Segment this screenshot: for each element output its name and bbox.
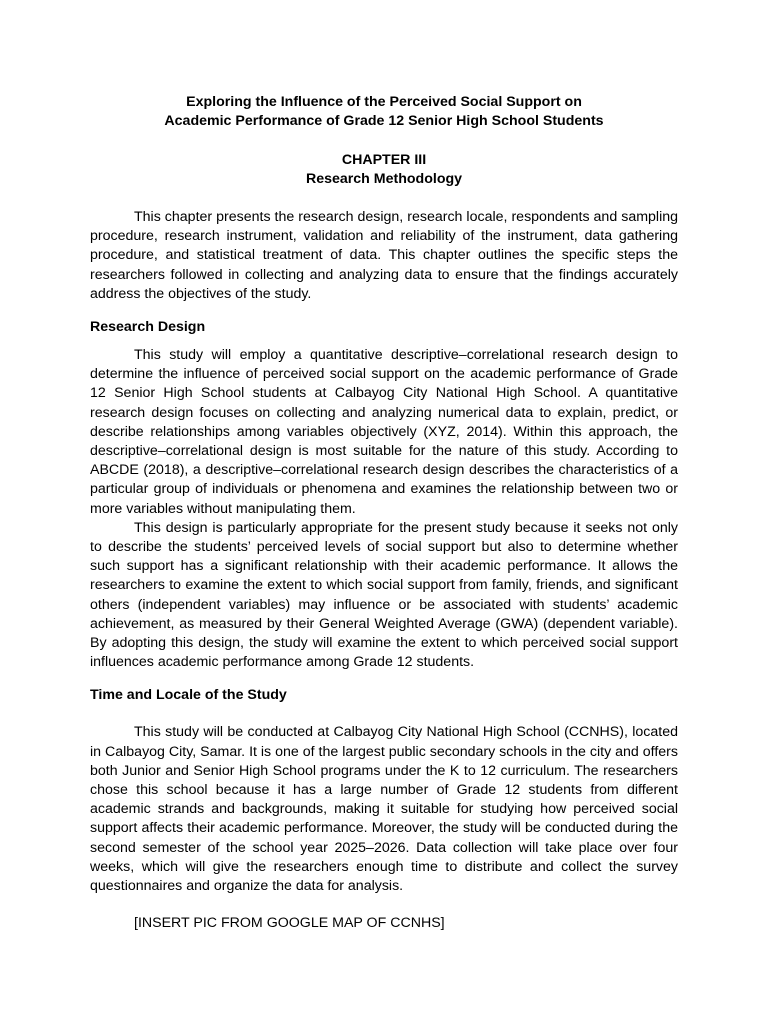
- document-page: [90, 93, 678, 933]
- chapter-number: CHAPTER III: [341, 152, 427, 168]
- research-design-paragraph-1: This study will employ a quantitative descriptive–correlational research design to determine the influence of perceived social support on the academic performance of Grade 12 Senior High School students at Calbayog City National High School. A quantitative research design focuses on collecting and analyzing numerical data to explain, predict, or describe relationships among variables objectively (XYZ, 2014). Within this approach, the descriptive–correlational design is most suitable for the nature of this study. According to ABCDE (2018), a descriptive–correlational research design describes the characteristics of a particular group of individuals or phenomena and examines the relationship between two or more variables without manipulating them.: [90, 347, 678, 517]
- image-placeholder-note: [INSERT PIC FROM GOOGLE MAP OF CCNHS]: [134, 915, 445, 932]
- research-design-paragraph-2: This design is particularly appropriate for the present study because it seeks not only to describe the students’ perceived levels of social support but also to determine whether such support has a significant relationship with their academic performance. It allows the researchers to examine the extent to which social support from family, friends, and significant others (independent variables) may influence or be associated with students’ academic achievement, as measured by their General Weighted Average (GWA) (dependent variable). By adopting this design, the study will examine the extent to which perceived social support influences academic performance among Grade 12 students.: [90, 519, 678, 671]
- locale-heading: Time and Locale of the Study: [90, 687, 287, 704]
- title-line-2: Academic Performance of Grade 12 Senior High School Students: [164, 113, 604, 129]
- title-line-1: Exploring the Influence of the Perceived Social Support on: [186, 94, 582, 110]
- chapter-header: [90, 151, 678, 189]
- locale-paragraph: This study will be conducted at Calbayog City National High School (CCNHS), located in Calbayog City, Samar. It is one of the largest public secondary schools in the city and offers both Junior and Senior High School programs under the K to 12 curriculum. The researchers chose this school because it has a large number of Grade 12 students from different academic strands and backgrounds, making it suitable for studying how perceived social support affects their academic performance. Moreover, the study will be conducted during the second semester of the school year 2025–2026. Data collection will take place over four weeks, which will give the researchers enough time to distribute and collect the survey questionnaires and organize the data for analysis.: [90, 724, 678, 895]
- chapter-title: Research Methodology: [305, 171, 463, 187]
- document-title: [90, 93, 678, 131]
- intro-paragraph: This chapter presents the research design, research locale, respondents and sampling procedure, research instrument, validation and reliability of the instrument, data gathering procedure, and statistical treatment of data. This chapter outlines the specific steps the researchers followed in collecting and analyzing data to ensure that the findings accurately address the objectives of the study.: [90, 209, 678, 302]
- research-design-heading: Research Design: [90, 319, 206, 336]
